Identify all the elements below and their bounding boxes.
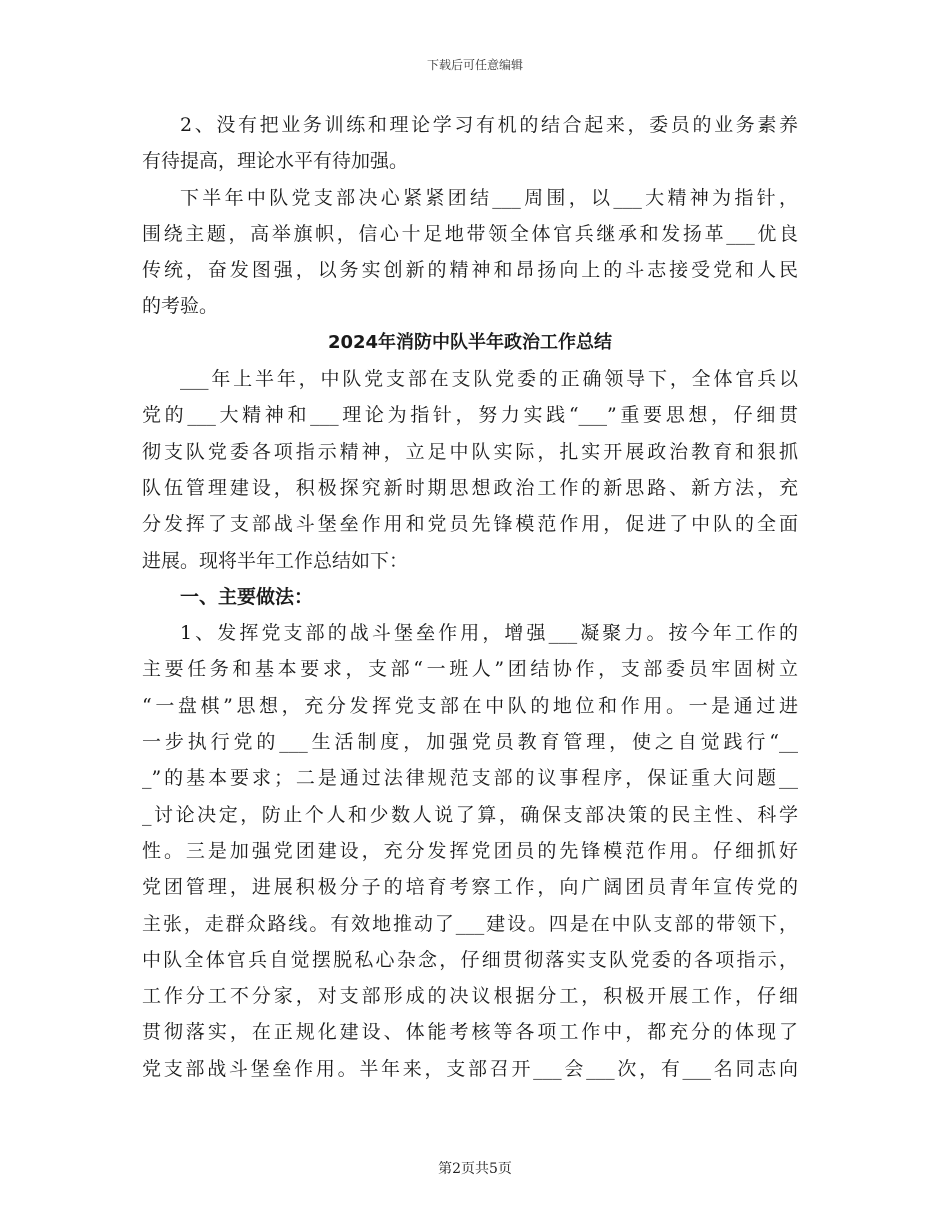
- paragraph-line: 的考验。: [142, 295, 219, 318]
- paragraph-line: 主要任务和基本要求，支部“一班人”团结协作，支部委员牢固树立: [142, 658, 798, 681]
- paragraph-line: 进展。现将半年工作总结如下：: [142, 549, 409, 572]
- paragraph-line: 党团管理，进展积极分子的培育考察工作，向广阔团员青年宣传党的: [142, 876, 798, 899]
- paragraph-line: _讨论决定，防止个人和少数人说了算，确保支部决策的民主性、科学: [142, 803, 798, 826]
- paragraph-line: 一步执行党的___生活制度，加强党员教育管理，使之自觉践行“__: [142, 731, 798, 754]
- page-header: 下载后可任意编辑: [426, 58, 523, 72]
- section-heading: 一、主要做法：: [180, 585, 314, 608]
- paragraph-line: 党的___大精神和___理论为指针，努力实践“___”重要思想，仔细贯: [142, 404, 798, 427]
- paragraph-line: 分发挥了支部战斗堡垒作用和党员先锋模范作用，促进了中队的全面: [142, 513, 798, 536]
- paragraph-line: 党支部战斗堡垒作用。半年来，支部召开___会___次，有___名同志向: [142, 1057, 798, 1080]
- paragraph-line: 传统，奋发图强，以务实创新的精神和昂扬向上的斗志接受党和人民: [142, 259, 798, 282]
- paragraph-line: 主张，走群众路线。有效地推动了___建设。四是在中队支部的带领下，: [142, 912, 798, 935]
- paragraph-line: 下半年中队党支部决心紧紧团结___周围，以___大精神为指针，: [180, 186, 798, 209]
- paragraph-line: ___年上半年，中队党支部在支队党委的正确领导下，全体官兵以: [180, 368, 798, 391]
- paragraph-line: 工作分工不分家，对支部形成的决议根据分工，积极开展工作，仔细: [142, 985, 798, 1008]
- paragraph-line: 围绕主题，高举旗帜，信心十足地带领全体官兵继承和发扬革___优良: [142, 222, 798, 245]
- paragraph-line: 彻支队党委各项指示精神，立足中队实际，扎实开展政治教育和狠抓: [142, 440, 798, 463]
- paragraph-line: 队伍管理建设，积极探究新时期思想政治工作的新思路、新方法，充: [142, 476, 798, 499]
- paragraph-line: 中队全体官兵自觉摆脱私心杂念，仔细贯彻落实支队党委的各项指示，: [142, 948, 798, 971]
- paragraph-line: 性。三是加强党团建设，充分发挥党团员的先锋模范作用。仔细抓好: [142, 839, 798, 862]
- paragraph-line: 贯彻落实，在正规化建设、体能考核等各项工作中，都充分的体现了: [142, 1021, 798, 1044]
- paragraph-line: 2、没有把业务训练和理论学习有机的结合起来，委员的业务素养: [180, 114, 798, 136]
- document-title: 2024年消防中队半年政治工作总结: [327, 331, 613, 353]
- page-footer: 第2页共5页: [438, 1161, 512, 1177]
- paragraph-line: 有待提高，理论水平有待加强。: [142, 150, 409, 173]
- paragraph-line: _”的基本要求；二是通过法律规范支部的议事程序，保证重大问题__: [142, 767, 798, 790]
- paragraph-line: 1、发挥党支部的战斗堡垒作用，增强___凝聚力。按今年工作的: [180, 622, 798, 645]
- paragraph-line: “一盘棋”思想，充分发挥党支部在中队的地位和作用。一是通过进: [142, 694, 798, 717]
- document-body: [142, 107, 798, 1087]
